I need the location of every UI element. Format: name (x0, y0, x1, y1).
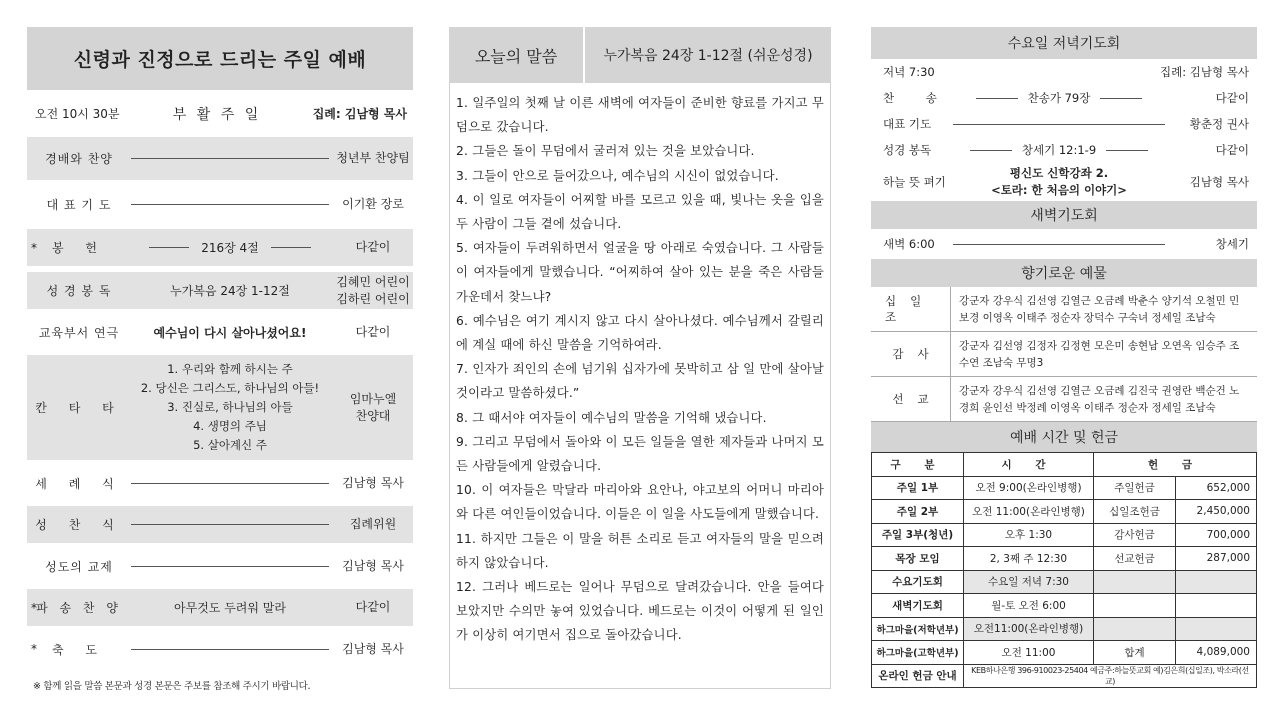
order-row (27, 589, 413, 626)
order-who: 김남형 목사 (342, 475, 404, 490)
order-label: 파 송 찬 양 (36, 601, 122, 615)
table-cell: 오전 9:00(온라인병행) (964, 476, 1094, 500)
table-cell: 감사헌금 (1094, 523, 1176, 547)
order-who: 다같이 (355, 600, 391, 614)
divider-line (131, 524, 329, 525)
table-cell: 주일 3부(청년) (872, 523, 964, 547)
table-cell: 2,450,000 (1176, 500, 1257, 524)
table-cell: 새벽기도회 (872, 594, 964, 618)
order-who: 다같이 (355, 324, 391, 339)
offering-type: 감사 (871, 332, 951, 376)
table-row (872, 476, 1257, 500)
offering-row (871, 377, 1257, 422)
table-cell: 오전11:00(온라인병행) (964, 617, 1094, 641)
wednesday-detail: 창세기 12:1-9 (1021, 143, 1097, 157)
wednesday-row (871, 163, 1257, 201)
table-cell (1094, 570, 1176, 594)
cantata-item: 2. 당신은 그리스도, 하나님의 아들! (140, 381, 320, 395)
online-offering-row (872, 664, 1257, 688)
table-cell (1094, 617, 1176, 641)
wednesday-who: 황춘정 권사 (1189, 117, 1249, 131)
verse: 11. 하지만 그들은 이 말을 허튼 소리로 듣고 여자들의 말을 믿으려 하지 않았습니다. (456, 531, 824, 570)
table-cell: 주일 1부 (872, 476, 964, 500)
cantata-item: 3. 진실로, 하나님의 아들 (167, 400, 293, 414)
dawn-title: 새벽기도회 (871, 201, 1257, 229)
cantata-list (127, 360, 333, 455)
verse: 8. 그 때서야 여자들이 예수님의 말씀을 기억해 냈습니다. (456, 410, 767, 425)
wednesday-row (871, 111, 1257, 137)
table-header: 헌 금 (1094, 453, 1257, 477)
order-who: 이기환 장로 (342, 197, 404, 211)
divider-line (149, 247, 189, 248)
verse: 10. 이 여자들은 막달라 마리아와 요안나, 야고보의 어머니 마리아와 다른 여인들이었습니다. 이들은 이 일을 사도들에게 말했습니다. (456, 483, 824, 522)
table-cell (1176, 617, 1257, 641)
wednesday-lead: 집례: 김남형 목사 (1160, 65, 1249, 79)
wednesday-time-row (871, 59, 1257, 85)
table-cell: 하그마을(고학년부) (872, 641, 964, 665)
scripture-label: 오늘의 말씀 (449, 27, 585, 83)
order-who: 다같이 (355, 240, 391, 254)
divider-line (1106, 150, 1148, 151)
table-header-row (872, 453, 1257, 477)
order-label: 대 표 기 도 (46, 198, 112, 212)
wednesday-who: 김남형 목사 (1189, 175, 1249, 189)
divider-line (953, 124, 1165, 125)
table-cell: 십일조헌금 (1094, 500, 1176, 524)
order-who-2: 찬양대 (355, 408, 391, 423)
verse: 9. 그리고 무덤에서 돌아와 이 모든 일들을 열한 제자들과 나머지 모든 사람들에게 알렸습니다. (456, 434, 824, 474)
verse: 2. 그들은 돌이 무덤에서 굴러져 있는 것을 보았습니다. (456, 144, 755, 159)
scripture-body (449, 83, 831, 689)
order-label: 성 경 봉 독 (46, 284, 112, 298)
wednesday-label: 하늘 뜻 펴기 (883, 175, 946, 189)
order-who-2: 김하린 어린이 (336, 291, 410, 306)
table-cell: 오후 1:30 (964, 523, 1094, 547)
divider-line (131, 158, 329, 159)
worship-lead: 집례: 김남형 목사 (312, 107, 407, 121)
star-mark: * (31, 642, 37, 656)
table-row (872, 594, 1257, 618)
offering-names: 강군자 강우식 김선영 김열근 오금례 김진국 권영란 백순건 노경희 윤인선 박정례 이영옥 이태주 정순자 정세일 조남숙 (959, 385, 1240, 414)
divider-line (976, 98, 1018, 99)
dawn-row (871, 229, 1257, 259)
cantata-item: 4. 생명의 주님 (193, 419, 267, 433)
table-row (872, 641, 1257, 665)
wednesday-detail-2: <토라: 한 처음의 이야기> (991, 183, 1127, 197)
verse: 3. 그들이 안으로 들어갔으나, 예수님의 시신이 없었습니다. (456, 168, 779, 183)
star-mark: * (31, 240, 37, 255)
order-row (27, 315, 413, 349)
scripture-header (449, 27, 831, 83)
divider-line (131, 566, 329, 567)
table-cell: 4,089,000 (1176, 641, 1257, 665)
divider-line (970, 150, 1012, 151)
order-label: 성 찬 식 (35, 518, 123, 532)
wednesday-detail: 찬송가 79장 (1027, 91, 1091, 105)
wednesday-row (871, 85, 1257, 111)
table-cell: 하그마을(저학년부) (872, 617, 964, 641)
info-panel (871, 27, 1257, 688)
table-header: 구 분 (872, 453, 964, 477)
verse: 5. 여자들이 두려워하면서 얼굴을 땅 아래로 숙였습니다. 그 사람들이 여자들에게 말했습니다. “어찌하여 살아 있는 분을 죽은 사람들 가운데서 찾느냐? (456, 241, 824, 304)
order-label: 봉 헌 (52, 241, 106, 255)
order-detail: 216장 4절 (201, 241, 259, 255)
schedule-title: 예배 시간 및 헌금 (871, 422, 1257, 452)
order-label: 축 도 (52, 642, 106, 657)
order-label: 세 례 식 (35, 476, 123, 491)
offering-row (871, 332, 1257, 377)
divider-line (1100, 98, 1142, 99)
table-cell: 오전 11:00(온라인병행) (964, 500, 1094, 524)
cantata-item: 5. 살아계신 주 (193, 438, 267, 452)
worship-header (27, 90, 413, 137)
wednesday-label: 대표 기도 (883, 117, 932, 131)
order-label: 칸 타 타 (35, 401, 123, 415)
divider-line (953, 244, 1165, 245)
wednesday-who: 다같이 (1215, 143, 1249, 157)
wednesday-title: 수요일 저녁기도회 (871, 27, 1257, 59)
order-row (27, 137, 413, 180)
verse: 1. 일주일의 첫째 날 이른 새벽에 여자들이 준비한 향료를 가지고 무덤으로 갔습니다. (456, 96, 824, 135)
wednesday-label: 성경 봉독 (883, 143, 932, 157)
order-label: 경배와 찬양 (45, 152, 113, 166)
order-row-cantata (27, 355, 413, 460)
wednesday-who: 다같이 (1215, 91, 1249, 105)
order-detail: 누가복음 24장 1-12절 (170, 284, 290, 298)
verse: 7. 인자가 죄인의 손에 넘기워 십자가에 못박히고 삼 일 만에 살아날 것이라고 말씀하셨다.” (456, 362, 824, 401)
table-cell: 합계 (1094, 641, 1176, 665)
cantata-item: 1. 우리와 함께 하시는 주 (167, 362, 293, 376)
order-label: 성도의 교제 (45, 559, 113, 574)
scripture-panel (449, 27, 831, 689)
order-row (27, 186, 413, 223)
worship-order-panel (27, 27, 413, 692)
order-row (27, 632, 413, 666)
table-cell (1094, 594, 1176, 618)
order-row (27, 506, 413, 543)
table-cell: 652,000 (1176, 476, 1257, 500)
table-row (872, 617, 1257, 641)
order-row (27, 466, 413, 500)
order-row (27, 229, 413, 266)
table-cell (1176, 594, 1257, 618)
order-who: 집례위원 (349, 517, 397, 531)
order-who: 청년부 찬양팀 (336, 151, 410, 165)
offering-type: 선교 (871, 377, 951, 421)
worship-name: 부 활 주 일 (172, 106, 262, 123)
table-cell (1176, 570, 1257, 594)
verse: 4. 이 일로 여자들이 어찌할 바를 모르고 있을 때, 빛나는 옷을 입을 두 사람이 그들 곁에 섰습니다. (456, 192, 824, 232)
verse: 6. 예수님은 여기 계시지 않고 다시 살아나셨다. 예수님께서 갈릴리에 계실 때에 하신 말씀을 기억하여라. (456, 313, 824, 353)
order-label: 교육부서 연극 (38, 325, 120, 340)
table-header: 시 간 (964, 453, 1094, 477)
table-cell: 수요일 저녁 7:30 (964, 570, 1094, 594)
offering-row (871, 287, 1257, 332)
order-row (27, 272, 413, 309)
table-cell: 287,000 (1176, 547, 1257, 571)
divider-line (131, 483, 329, 484)
table-cell: 주일헌금 (1094, 476, 1176, 500)
offering-type: 십일조 (871, 287, 951, 331)
table-cell: 주일 2부 (872, 500, 964, 524)
dawn-time: 새벽 6:00 (883, 237, 935, 251)
online-offering-info: KEB하나은행 396-910023-25404 예금주:하늘뜻교회 예)김은희(십일조), 박소라(선교) (964, 664, 1257, 688)
table-cell: 오전 11:00 (964, 641, 1094, 665)
worship-time: 오전 10시 30분 (35, 107, 120, 121)
order-who: 김남형 목사 (342, 641, 404, 656)
table-row (872, 523, 1257, 547)
table-cell: 목장 모임 (872, 547, 964, 571)
worship-title: 신령과 진정으로 드리는 주일 예배 (27, 27, 413, 90)
table-cell: 700,000 (1176, 523, 1257, 547)
order-detail: 예수님이 다시 살아나셨어요! (153, 325, 307, 340)
offering-names: 강군자 강우식 김선영 김열근 오금례 박춘수 양기석 오철민 민보경 이영옥 이태주 정순자 장덕수 구숙녀 정세일 조남숙 (959, 295, 1240, 324)
table-row (872, 500, 1257, 524)
table-cell: 선교헌금 (1094, 547, 1176, 571)
table-cell: 2, 3째 주 12:30 (964, 547, 1094, 571)
order-detail: 아무것도 두려워 말라 (174, 601, 286, 615)
verse: 12. 그러나 베드로는 일어나 무덤으로 달려갔습니다. 안을 들여다 보았지만 수의만 놓여 있었습니다. 베드로는 이것이 어떻게 된 일인가 이상히 여기면서 집으로 돌아갔습니다. (456, 580, 824, 643)
schedule-table (871, 452, 1257, 688)
footnote: ※ 함께 읽을 말씀 본문과 성경 본문은 주보를 참조해 주시기 바랍니다. (33, 681, 311, 692)
divider-line (131, 204, 329, 205)
divider-line (131, 649, 329, 650)
order-who: 임마누엘 (349, 391, 397, 406)
star-mark: * (31, 600, 37, 615)
wednesday-time: 저녁 7:30 (883, 65, 935, 79)
divider-line (271, 247, 311, 248)
table-cell: 월-토 오전 6:00 (964, 594, 1094, 618)
scripture-reference: 누가복음 24장 1-12절 (쉬운성경) (603, 48, 813, 64)
wednesday-row (871, 137, 1257, 163)
dawn-text: 창세기 (1215, 237, 1249, 251)
table-row (872, 547, 1257, 571)
offering-title: 향기로운 예물 (871, 259, 1257, 287)
wednesday-detail: 평신도 신학강좌 2. (1009, 166, 1109, 180)
offering-names: 강군자 김선영 김정자 김정현 모은미 송현남 오연옥 임승주 조수연 조남숙 무명3 (959, 340, 1240, 369)
order-row (27, 549, 413, 583)
order-who: 김혜민 어린이 (336, 274, 410, 289)
online-offering-label: 온라인 헌금 안내 (872, 664, 964, 688)
table-cell: 수요기도회 (872, 570, 964, 594)
wednesday-label: 찬 송 (883, 91, 951, 105)
table-row (872, 570, 1257, 594)
order-who: 김남형 목사 (342, 558, 404, 573)
